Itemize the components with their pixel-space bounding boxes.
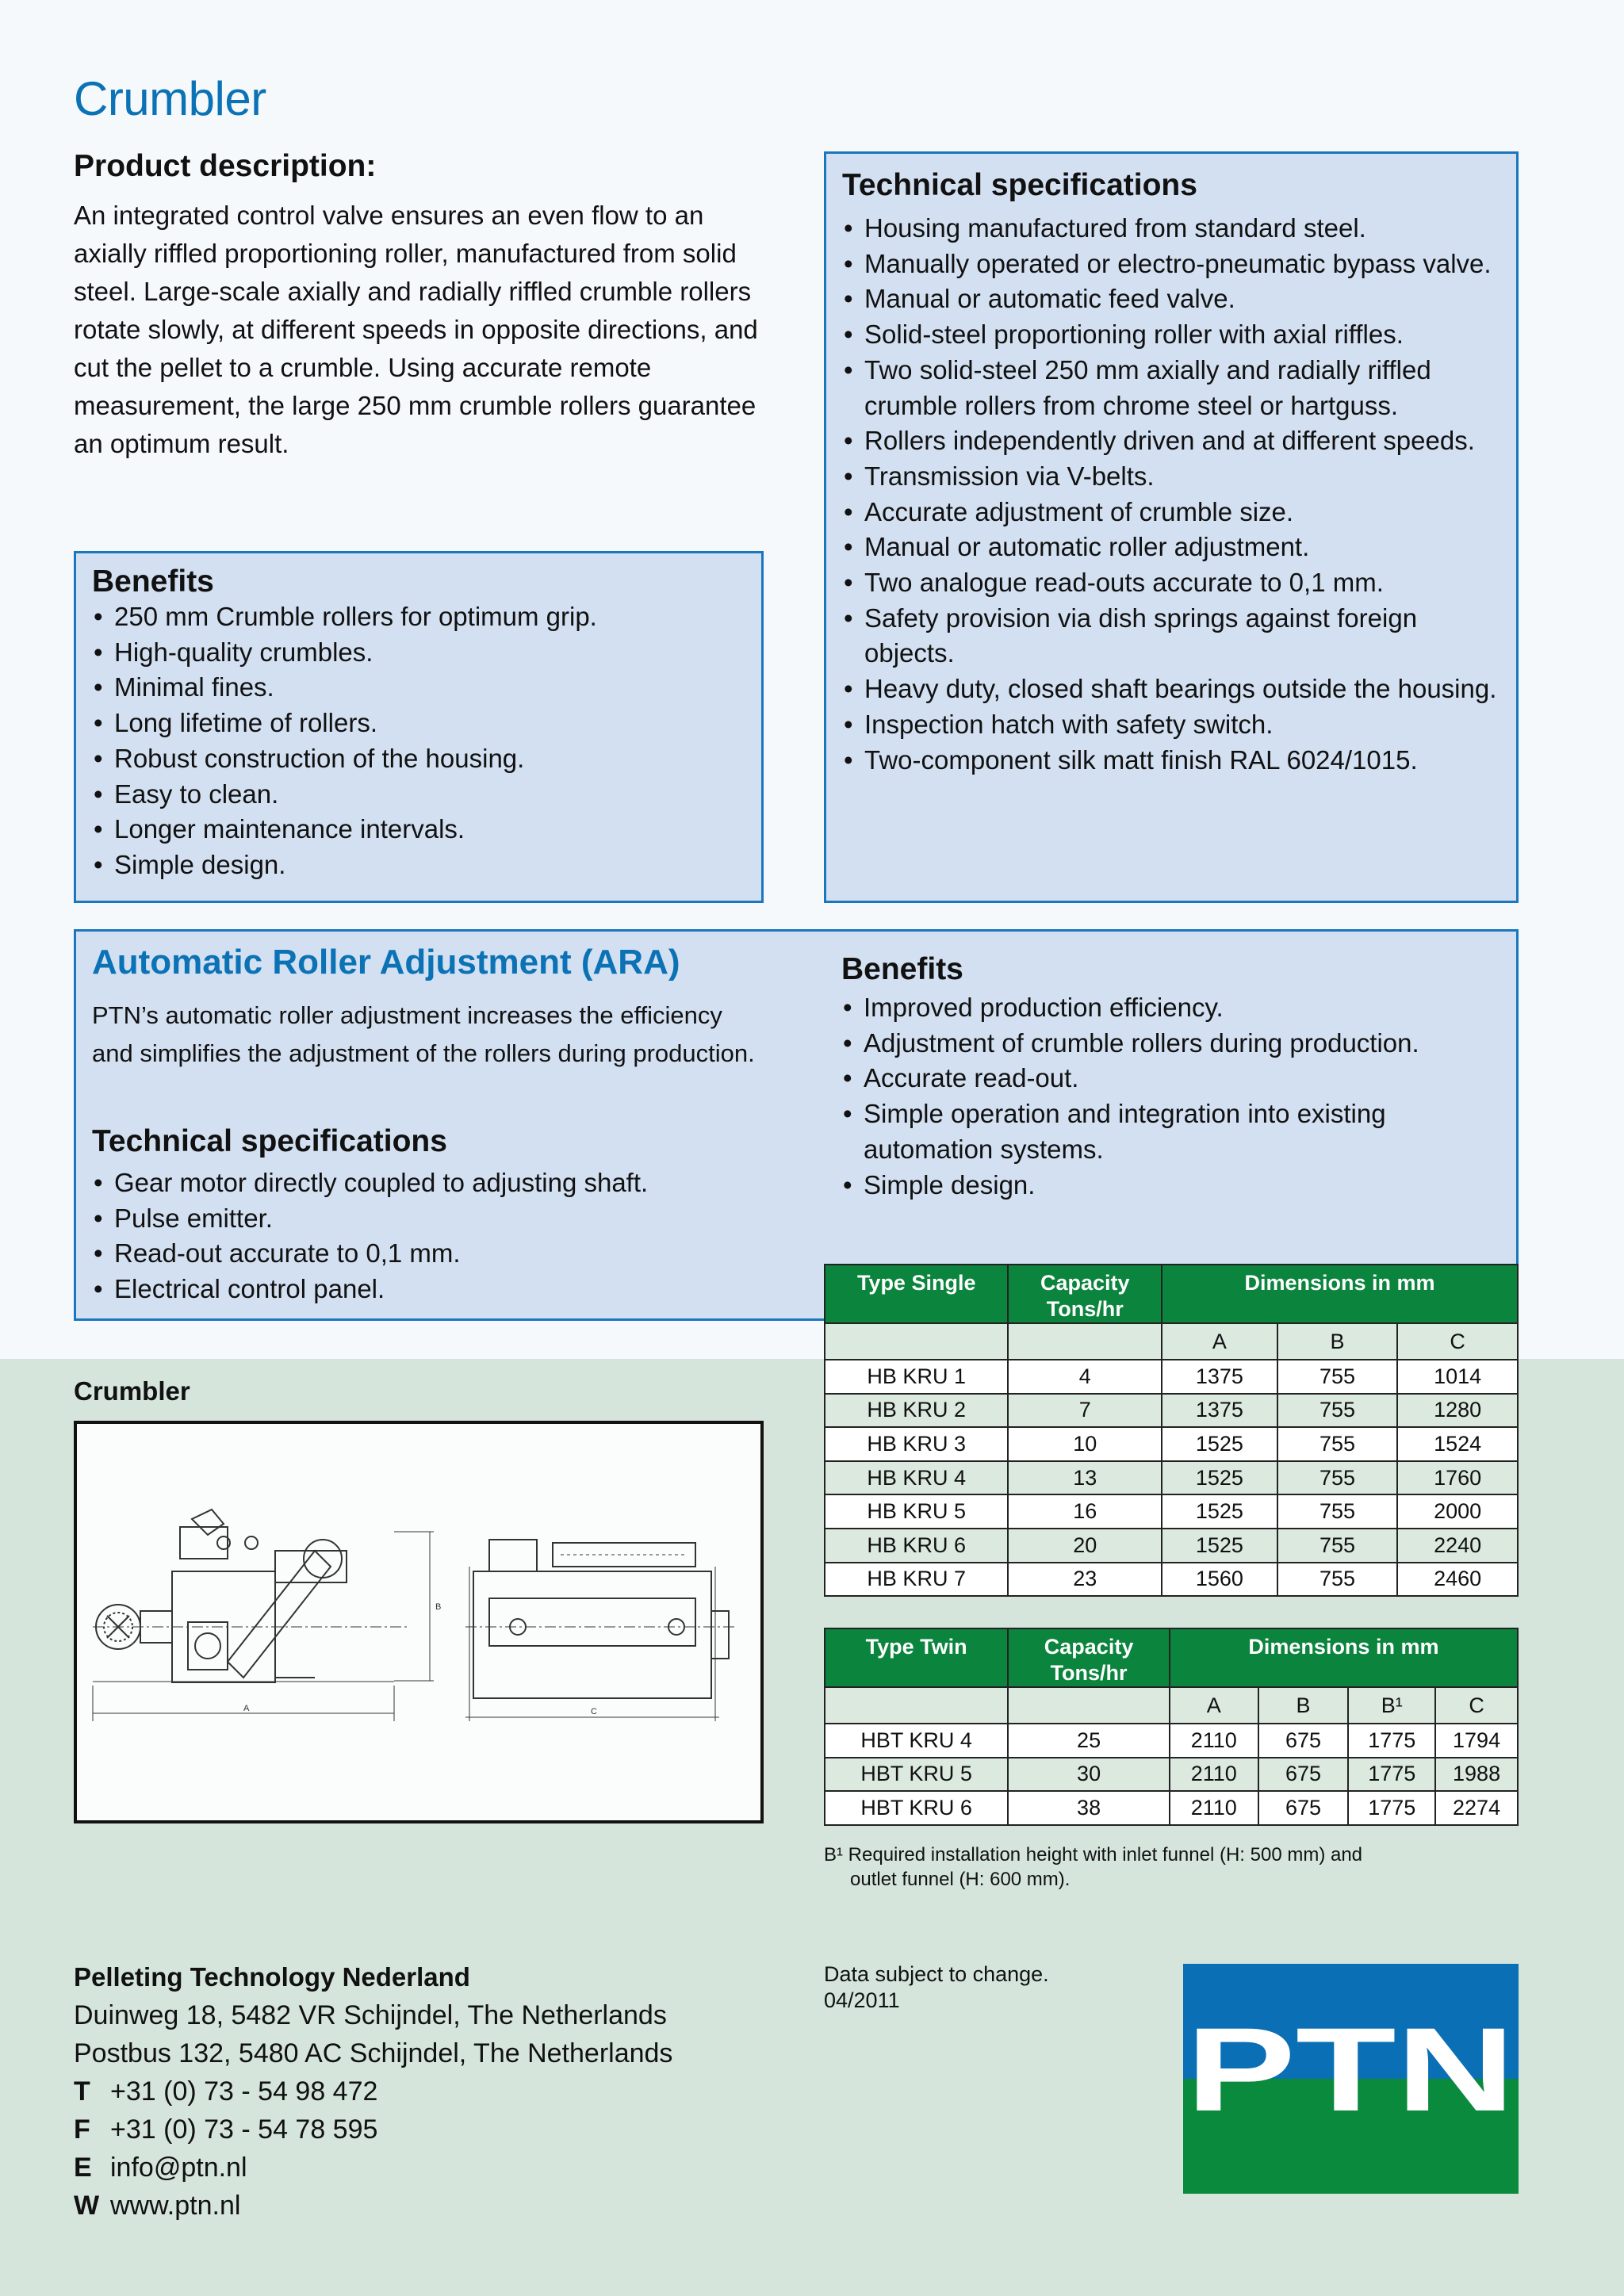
- phone-row: [74, 2072, 672, 2110]
- cell: 1525: [1162, 1461, 1277, 1495]
- list-item: • Two solid-steel 250 mm axially and radially riffled crumble rollers from chrome steel or hartguss.: [842, 353, 1502, 423]
- footnote: [824, 1843, 1427, 1892]
- fax-label: F: [74, 2114, 90, 2145]
- address-line-1: Duinweg 18, 5482 VR Schijndel, The Netherlands: [74, 2000, 667, 2030]
- list-item: • High-quality crumbles.: [92, 635, 747, 671]
- drawing-svg: [77, 1424, 760, 1820]
- cell: 38: [1008, 1791, 1170, 1825]
- list-item: • Minimal fines.: [92, 670, 747, 706]
- cell: 20: [1008, 1529, 1162, 1563]
- table-header-capacity: Capacity Tons/hr: [1008, 1628, 1170, 1687]
- data-change-note: [824, 1961, 1049, 2014]
- cell: 1524: [1397, 1427, 1518, 1461]
- list-item: • Manually operated or electro-pneumatic bypass valve.: [842, 247, 1502, 282]
- address-line-2: Postbus 132, 5480 AC Schijndel, The Netherlands: [74, 2038, 673, 2068]
- cell: HB KRU 2: [825, 1394, 1008, 1428]
- drawing-caption: Crumbler: [74, 1376, 190, 1406]
- phone-value: +31 (0) 73 - 54 98 472: [110, 2076, 378, 2107]
- technical-specifications-list: [842, 211, 1502, 778]
- cell: 1014: [1397, 1360, 1518, 1394]
- list-item: • Electrical control panel.: [92, 1272, 648, 1307]
- cell: 4: [1008, 1360, 1162, 1394]
- cell: 7: [1008, 1394, 1162, 1428]
- cell: HB KRU 1: [825, 1360, 1008, 1394]
- cell: 1760: [1397, 1461, 1518, 1495]
- cell: HB KRU 3: [825, 1427, 1008, 1461]
- phone-label: T: [74, 2076, 90, 2107]
- list-item: • Solid-steel proportioning roller with axial riffles.: [842, 317, 1502, 353]
- table-header-capacity: Capacity Tons/hr: [1008, 1265, 1162, 1323]
- list-item: • Pulse emitter.: [92, 1201, 648, 1237]
- product-description-heading: Product description:: [74, 149, 377, 183]
- table-row: [825, 1563, 1518, 1597]
- fax-row: [74, 2110, 672, 2149]
- cell: 30: [1008, 1758, 1170, 1792]
- cell: 1375: [1162, 1360, 1277, 1394]
- cell: 23: [1008, 1563, 1162, 1597]
- email-row: [74, 2149, 672, 2187]
- table-row: [825, 1394, 1518, 1428]
- cell: 2240: [1397, 1529, 1518, 1563]
- list-item: • Two-component silk matt finish RAL 6024/1015.: [842, 743, 1502, 779]
- ara-benefits-list: [841, 990, 1516, 1203]
- list-item: • Long lifetime of rollers.: [92, 706, 747, 741]
- cell: 1988: [1435, 1758, 1518, 1792]
- table-subheader-row: [825, 1323, 1518, 1360]
- list-item: • Robust construction of the housing.: [92, 741, 747, 777]
- cell: 1280: [1397, 1394, 1518, 1428]
- list-item: • Adjustment of crumble rollers during production.: [841, 1026, 1516, 1062]
- technical-specifications-heading: Technical specifications: [842, 168, 1197, 202]
- cell: 2460: [1397, 1563, 1518, 1597]
- benefits-box: [74, 551, 764, 903]
- cell: 755: [1277, 1427, 1398, 1461]
- ara-title: Automatic Roller Adjustment (ARA): [92, 943, 680, 982]
- cell: 755: [1277, 1394, 1398, 1428]
- logo-text: PTN: [1185, 2003, 1515, 2136]
- cell: HB KRU 7: [825, 1563, 1008, 1597]
- cell: 755: [1277, 1461, 1398, 1495]
- subheader-b: B: [1277, 1323, 1398, 1360]
- page-title: Crumbler: [74, 72, 266, 125]
- ptn-logo: [1183, 1964, 1519, 2194]
- cell: 13: [1008, 1461, 1162, 1495]
- list-item: • Simple design.: [841, 1168, 1516, 1203]
- benefits-list: [92, 599, 747, 883]
- table-row: [825, 1461, 1518, 1495]
- list-item: • Longer maintenance intervals.: [92, 812, 747, 848]
- benefits-heading: Benefits: [92, 564, 214, 599]
- cell: HB KRU 5: [825, 1494, 1008, 1529]
- ara-technical-specifications-list: [92, 1165, 648, 1307]
- subheader-a: A: [1170, 1687, 1258, 1724]
- cell: 2110: [1170, 1758, 1258, 1792]
- list-item: • Accurate read-out.: [841, 1061, 1516, 1096]
- table-row: [825, 1494, 1518, 1529]
- cell: 755: [1277, 1563, 1398, 1597]
- table-header-type: Type Single: [825, 1265, 1008, 1323]
- cell: 1375: [1162, 1394, 1277, 1428]
- table-header-dimensions: Dimensions in mm: [1170, 1628, 1518, 1687]
- cell: 10: [1008, 1427, 1162, 1461]
- cell: HBT KRU 6: [825, 1791, 1008, 1825]
- footnote-line-1: B¹ Required installation height with inlet funnel (H: 500 mm) and: [824, 1844, 1363, 1866]
- table-row: [825, 1791, 1518, 1825]
- ara-description: PTN’s automatic roller adjustment increases the efficiency and simplifies the adjustment of the rollers during production.: [92, 1001, 755, 1067]
- list-item: • Rollers independently driven and at different speeds.: [842, 423, 1502, 459]
- ara-box: [74, 929, 1519, 1321]
- side-motor-shape: [489, 1540, 537, 1571]
- website-label: W: [74, 2191, 100, 2221]
- subheader-a: A: [1162, 1323, 1277, 1360]
- list-item: • Manual or automatic feed valve.: [842, 281, 1502, 317]
- list-item: • Easy to clean.: [92, 777, 747, 813]
- list-item: • Manual or automatic roller adjustment.: [842, 530, 1502, 565]
- list-item: • Simple operation and integration into existing automation systems.: [841, 1096, 1516, 1167]
- cell: 25: [1008, 1724, 1170, 1758]
- twin-type-table: [824, 1628, 1519, 1826]
- cell: 1775: [1348, 1758, 1435, 1792]
- email-link[interactable]: info@ptn.nl: [110, 2152, 247, 2183]
- cell: 675: [1258, 1791, 1349, 1825]
- crumbler-technical-drawing: [74, 1421, 764, 1823]
- list-item: • Read-out accurate to 0,1 mm.: [92, 1236, 648, 1272]
- fax-value: +31 (0) 73 - 54 78 595: [110, 2114, 378, 2145]
- website-link[interactable]: www.ptn.nl: [110, 2191, 241, 2221]
- technical-specifications-box: [824, 151, 1519, 903]
- table-row: [825, 1360, 1518, 1394]
- cell: HBT KRU 4: [825, 1724, 1008, 1758]
- single-type-table: [824, 1264, 1519, 1597]
- table-row: [825, 1529, 1518, 1563]
- cell: 2110: [1170, 1791, 1258, 1825]
- dim-label-c: C: [591, 1707, 597, 1716]
- list-item: • Housing manufactured from standard steel.: [842, 211, 1502, 247]
- cell: 1525: [1162, 1427, 1277, 1461]
- list-item: • Transmission via V-belts.: [842, 459, 1502, 495]
- website-row: [74, 2187, 672, 2225]
- dim-label-a: A: [243, 1704, 250, 1713]
- subheader-b: B: [1258, 1687, 1349, 1724]
- cell: 755: [1277, 1494, 1398, 1529]
- cell: HB KRU 4: [825, 1461, 1008, 1495]
- list-item: • Two analogue read-outs accurate to 0,1 mm.: [842, 565, 1502, 601]
- cell: HBT KRU 5: [825, 1758, 1008, 1792]
- cell: 675: [1258, 1724, 1349, 1758]
- cell: 675: [1258, 1758, 1349, 1792]
- list-item: • Heavy duty, closed shaft bearings outside the housing.: [842, 672, 1502, 707]
- subheader-c: C: [1397, 1323, 1518, 1360]
- list-item: • Inspection hatch with safety switch.: [842, 707, 1502, 743]
- note-line-1: Data subject to change.: [824, 1962, 1049, 1986]
- cell: 1525: [1162, 1494, 1277, 1529]
- cell: 2274: [1435, 1791, 1518, 1825]
- list-item: • Accurate adjustment of crumble size.: [842, 495, 1502, 530]
- email-label: E: [74, 2152, 92, 2183]
- list-item: • Simple design.: [92, 848, 747, 883]
- cell: 1525: [1162, 1529, 1277, 1563]
- footnote-line-2: outlet funnel (H: 600 mm).: [850, 1869, 1071, 1890]
- list-item: • Gear motor directly coupled to adjusting shaft.: [92, 1165, 648, 1201]
- table-row: [825, 1427, 1518, 1461]
- table-row: [825, 1758, 1518, 1792]
- cell: 1775: [1348, 1791, 1435, 1825]
- note-date: 04/2011: [824, 1988, 900, 2012]
- product-description-text: An integrated control valve ensures an even flow to an axially riffled proportioning roller, manufactured from solid steel. Large-scale axially and radially riffled crumble rollers rotate slowly, at different speeds in opposite directions, and cut the pellet to a crumble. Using accurate remote measurement, the large 250 mm crumble rollers guarantee an optimum result.: [74, 201, 758, 458]
- cell: 16: [1008, 1494, 1162, 1529]
- table-header-dimensions: Dimensions in mm: [1162, 1265, 1518, 1323]
- ara-technical-specifications-heading: Technical specifications: [92, 1124, 447, 1158]
- company-name: Pelleting Technology Nederland: [74, 1962, 470, 1992]
- subheader-c: C: [1435, 1687, 1518, 1724]
- cell: 755: [1277, 1529, 1398, 1563]
- ara-benefits-heading: Benefits: [841, 952, 963, 986]
- cell: 2110: [1170, 1724, 1258, 1758]
- list-item: • 250 mm Crumble rollers for optimum grip.: [92, 599, 747, 635]
- table-row: [825, 1724, 1518, 1758]
- cell: 2000: [1397, 1494, 1518, 1529]
- subheader-b1: B¹: [1348, 1687, 1435, 1724]
- cell: 755: [1277, 1360, 1398, 1394]
- table-subheader-row: [825, 1687, 1518, 1724]
- company-contact-block: [74, 1958, 672, 2225]
- table-header-type: Type Twin: [825, 1628, 1008, 1687]
- cell: 1560: [1162, 1563, 1277, 1597]
- dim-label-b: B: [435, 1602, 442, 1612]
- chute-shape: [228, 1551, 331, 1678]
- list-item: • Improved production efficiency.: [841, 990, 1516, 1026]
- cell: 1775: [1348, 1724, 1435, 1758]
- cell: HB KRU 6: [825, 1529, 1008, 1563]
- cell: 1794: [1435, 1724, 1518, 1758]
- list-item: • Safety provision via dish springs against foreign objects.: [842, 601, 1502, 672]
